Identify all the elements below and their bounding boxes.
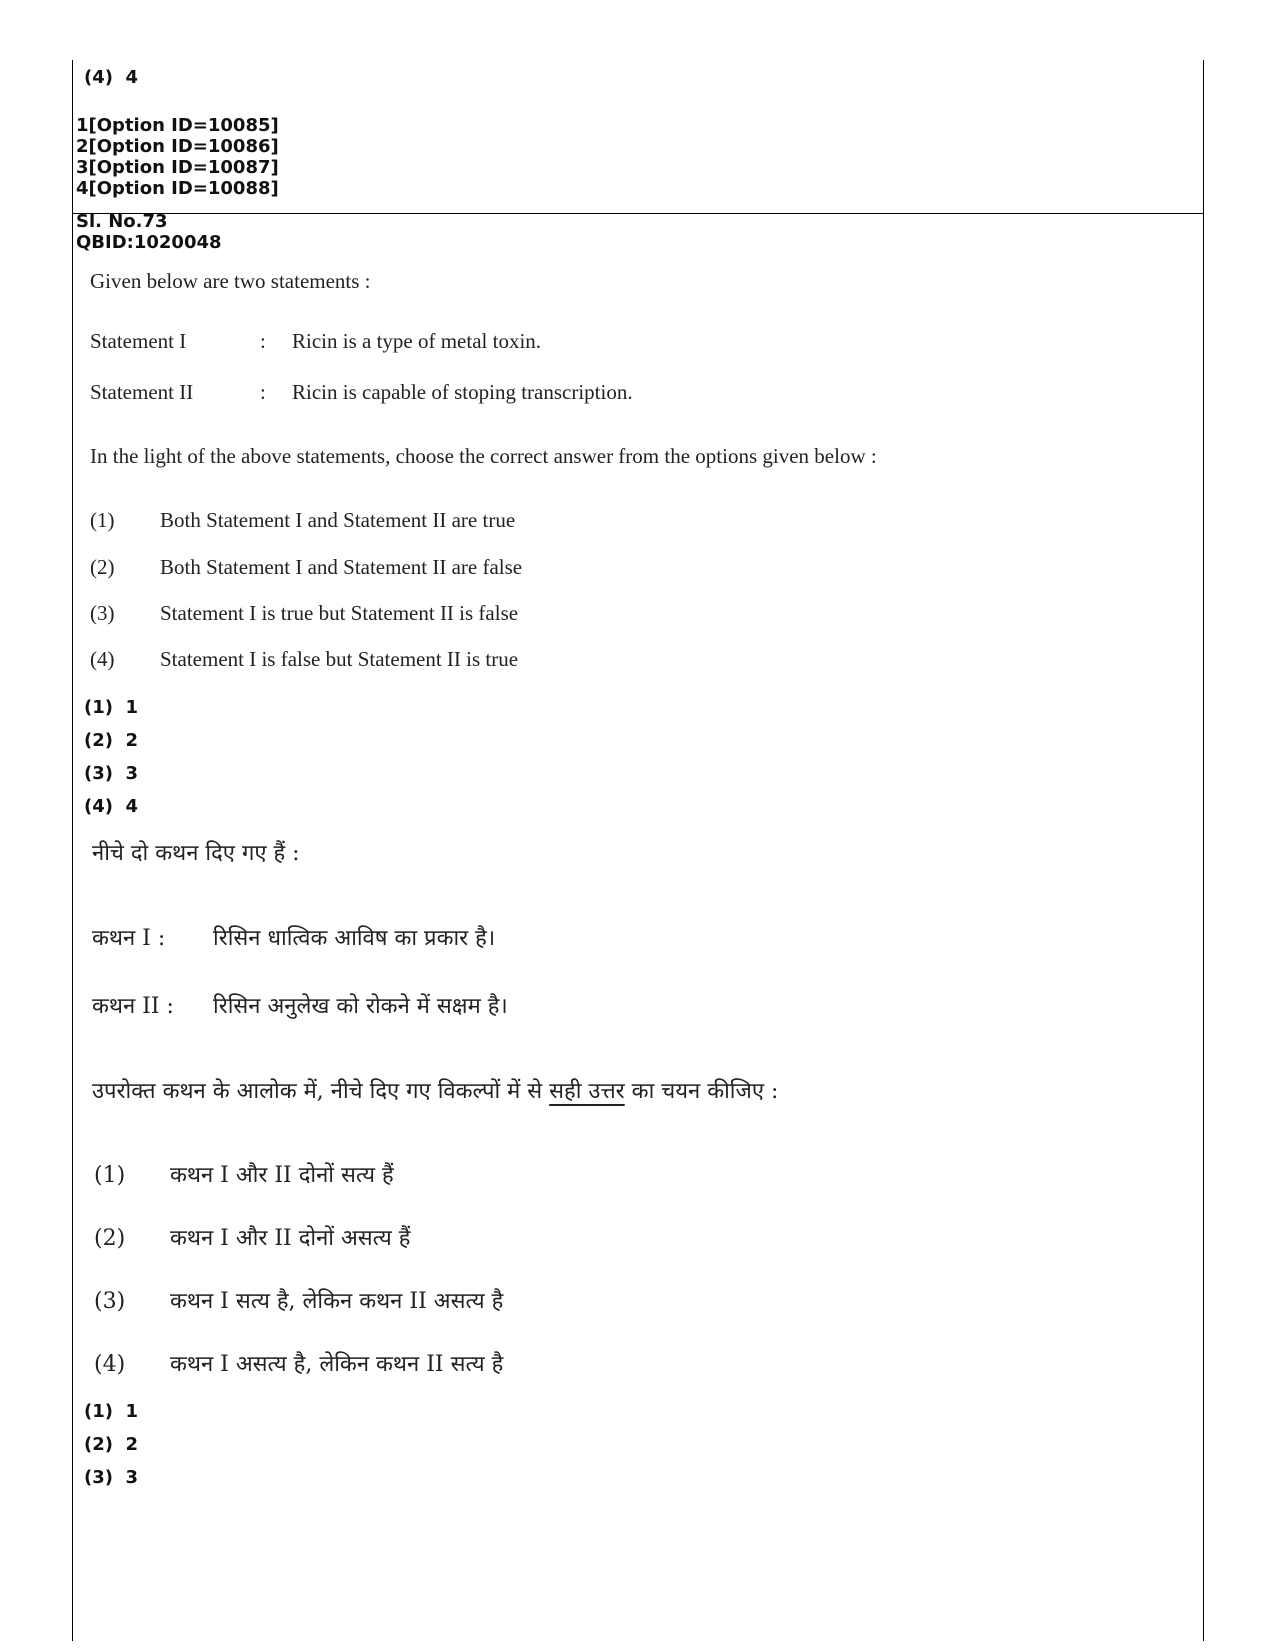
prev-answer-4: (4) 4 (84, 67, 139, 88)
en-statement-2-label: Statement II (90, 380, 194, 404)
hi-instruction: उपरोक्त कथन के आलोक में, नीचे दिए गए विकल्पों में से सही उत्तर का चयन कीजिए : (92, 1079, 779, 1104)
en-option-3-num: (3) (90, 601, 115, 625)
hi-statement-1-text: रिसिन धात्विक आविष का प्रकार है। (213, 926, 496, 951)
hi-option-1-num: (1) (94, 1163, 126, 1188)
hi-statement-1-label: कथन I : (92, 926, 166, 951)
hi-option-2-text: कथन I और II दोनों असत्य हैं (170, 1226, 411, 1251)
hi-intro: नीचे दो कथन दिए गए हैं : (92, 841, 300, 866)
option-id-2: 2[Option ID=10086] (76, 136, 279, 157)
en-statement-2-text: Ricin is capable of stoping transcription. (292, 380, 633, 404)
en-statement-1-text: Ricin is a type of metal toxin. (292, 329, 542, 353)
option-id-1: 1[Option ID=10085] (76, 115, 279, 136)
answer-1: (1) 1 (84, 697, 139, 718)
answer-2-second: (2) 2 (84, 1434, 139, 1455)
answer-2: (2) 2 (84, 730, 139, 751)
hi-option-3-text: कथन I सत्य है, लेकिन कथन II असत्य है (170, 1289, 504, 1314)
en-intro: Given below are two statements : (90, 269, 371, 293)
serial-number: Sl. No.73 (76, 211, 168, 232)
en-statement-1-colon: : (260, 329, 266, 353)
en-option-3-text: Statement I is true but Statement II is false (160, 601, 519, 625)
option-id-3: 3[Option ID=10087] (76, 157, 279, 178)
hi-option-4-text: कथन I असत्य है, लेकिन कथन II सत्य है (170, 1352, 504, 1377)
hi-option-1-text: कथन I और II दोनों सत्य हैं (170, 1163, 394, 1188)
en-statement-1-label: Statement I (90, 329, 187, 353)
option-id-4: 4[Option ID=10088] (76, 178, 279, 199)
hi-option-4-num: (4) (94, 1352, 126, 1377)
en-option-4-num: (4) (90, 647, 115, 671)
en-option-2-text: Both Statement I and Statement II are false (160, 555, 523, 579)
question-divider (73, 213, 1203, 214)
qbid: QBID:1020048 (76, 232, 222, 253)
hi-option-2-num: (2) (94, 1226, 126, 1251)
en-option-1-text: Both Statement I and Statement II are true (160, 508, 516, 532)
en-statement-2-colon: : (260, 380, 266, 404)
answer-3: (3) 3 (84, 763, 139, 784)
hi-instruction-underlined: सही उत्तर (549, 1079, 625, 1104)
en-option-4-text: Statement I is false but Statement II is true (160, 647, 519, 671)
answer-4: (4) 4 (84, 796, 139, 817)
hi-statement-2-label: कथन II : (92, 994, 174, 1019)
en-option-1-num: (1) (90, 508, 115, 532)
en-instruction: In the light of the above statements, choose the correct answer from the options given below : (90, 444, 877, 468)
answer-1-second: (1) 1 (84, 1401, 139, 1422)
hi-statement-2-text: रिसिन अनुलेख को रोकने में सक्षम है। (213, 994, 508, 1019)
en-option-2-num: (2) (90, 555, 115, 579)
answer-3-second: (3) 3 (84, 1467, 139, 1488)
hi-option-3-num: (3) (94, 1289, 126, 1314)
